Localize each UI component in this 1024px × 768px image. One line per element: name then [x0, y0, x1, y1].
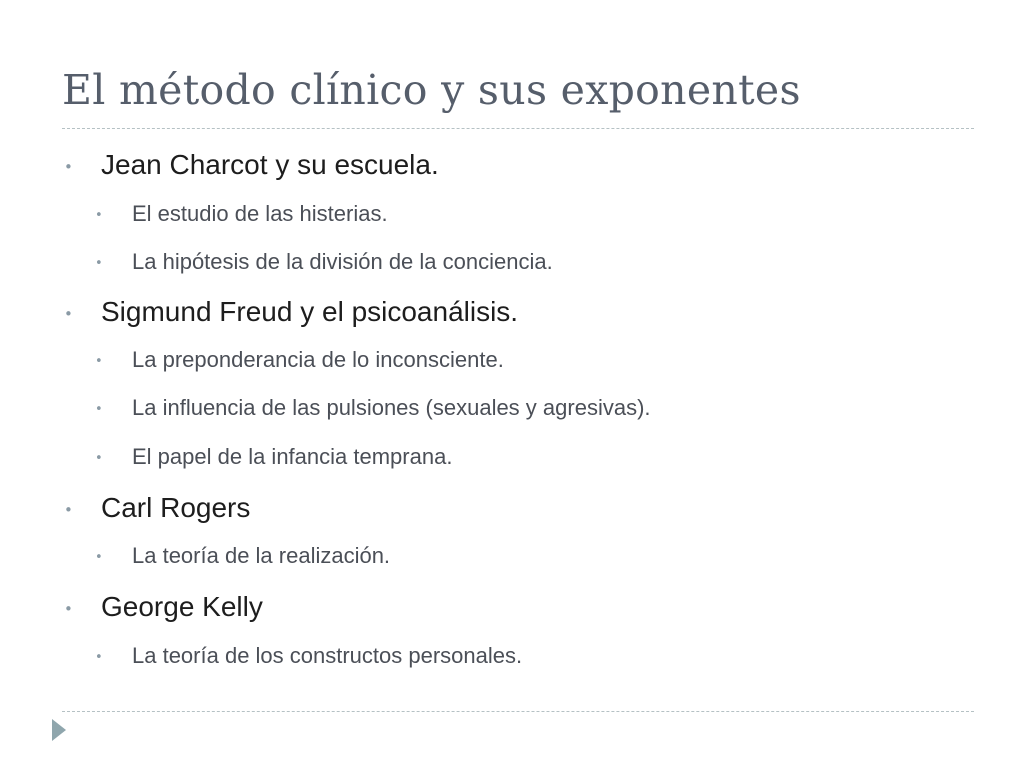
bullet-text: Carl Rogers: [101, 492, 251, 523]
sub-bullet-item: [95, 201, 388, 226]
sub-bullet-item: [95, 347, 504, 372]
sub-bullet-item: [95, 249, 553, 274]
bullet-text: La teoría de los constructos personales.: [132, 643, 523, 668]
title-divider: [62, 128, 974, 129]
bullet-text: La influencia de las pulsiones (sexuales y agresivas).: [132, 395, 651, 420]
sub-bullet-item: [95, 444, 453, 469]
bullet-item-charcot: [64, 149, 439, 180]
bullet-icon: •: [95, 354, 103, 369]
bullet-icon: •: [95, 256, 103, 271]
bullet-item-kelly: [64, 591, 263, 622]
bullet-icon: •: [64, 600, 73, 618]
bullet-icon: •: [64, 158, 73, 176]
sub-bullet-item: [95, 395, 651, 420]
bullet-text: Jean Charcot y su escuela.: [101, 149, 439, 180]
bullet-text: El estudio de las histerias.: [132, 201, 388, 226]
bullet-icon: •: [95, 402, 103, 417]
bullet-text: El papel de la infancia temprana.: [132, 444, 453, 469]
slide-title: El método clínico y sus exponentes: [62, 66, 801, 114]
bullet-item-rogers: [64, 492, 251, 523]
bullet-text: La teoría de la realización.: [132, 543, 391, 568]
sub-bullet-item: [95, 643, 523, 668]
bullet-text: George Kelly: [101, 591, 263, 622]
bullet-icon: •: [95, 451, 103, 466]
sub-bullet-item: [95, 543, 391, 568]
bullet-text: Sigmund Freud y el psicoanálisis.: [101, 296, 519, 327]
bullet-icon: •: [64, 305, 73, 323]
bullet-text: La preponderancia de lo inconsciente.: [132, 347, 504, 372]
bullet-icon: •: [64, 501, 73, 519]
bullet-text: La hipótesis de la división de la conciencia.: [132, 249, 553, 274]
next-slide-arrow-icon[interactable]: [52, 719, 66, 741]
bullet-icon: •: [95, 208, 103, 223]
bullet-item-freud: [64, 296, 519, 327]
bullet-icon: •: [95, 550, 103, 565]
bullet-icon: •: [95, 650, 103, 665]
footer-divider: [62, 711, 974, 712]
